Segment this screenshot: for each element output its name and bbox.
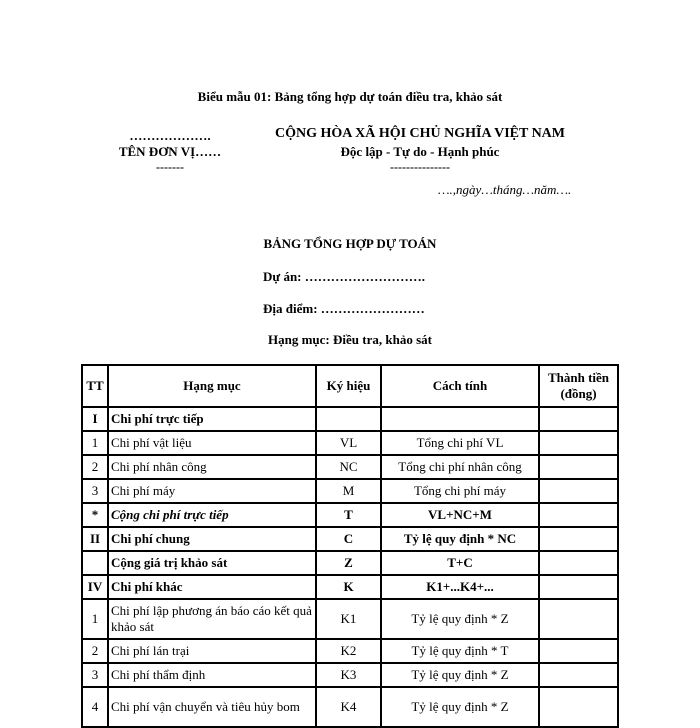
cell-calculation: Tổng chi phí máy (381, 479, 539, 503)
header-calculation: Cách tính (381, 365, 539, 407)
cell-item: Chi phí lán trại (108, 639, 316, 663)
cell-tt: * (82, 503, 108, 527)
cell-calculation: K1+...K4+... (381, 575, 539, 599)
cell-item: Cộng giá trị khảo sát (108, 551, 316, 575)
cell-tt: 2 (82, 639, 108, 663)
cell-symbol: K1 (316, 599, 381, 639)
category-line: Hạng mục: Điều tra, khảo sát (268, 332, 432, 347)
cell-calculation: Tỷ lệ quy định * NC (381, 527, 539, 551)
cell-item: Chi phí trực tiếp (108, 407, 316, 431)
nation-heading: CỘNG HÒA XÃ HỘI CHỦ NGHĨA VIỆT NAM (274, 126, 565, 141)
cell-symbol: NC (316, 455, 381, 479)
cell-symbol (316, 407, 381, 431)
table-row (82, 663, 618, 687)
cell-symbol: K4 (316, 687, 381, 727)
cell-item: Chi phí chung (108, 527, 316, 551)
table-row (82, 575, 618, 599)
cell-tt: IV (82, 575, 108, 599)
cell-amount (539, 479, 618, 503)
cell-calculation: Tỷ lệ quy định * Z (381, 599, 539, 639)
header-symbol: Ký hiệu (316, 365, 381, 407)
cell-amount (539, 455, 618, 479)
table-row (82, 431, 618, 455)
cell-tt: 3 (82, 663, 108, 687)
table-row (82, 687, 618, 727)
cell-calculation: Tỷ lệ quy định * T (381, 639, 539, 663)
table-row (82, 479, 618, 503)
cell-amount (539, 407, 618, 431)
cell-symbol: Z (316, 551, 381, 575)
location-line: Địa điểm: …………………… (263, 301, 425, 316)
cell-symbol: K (316, 575, 381, 599)
cell-item: Chi phí vận chuyển và tiêu hủy bom (108, 687, 316, 727)
cell-symbol: M (316, 479, 381, 503)
motto-divider: --------------- (390, 160, 450, 174)
cell-tt: 4 (82, 687, 108, 727)
cell-item: Chi phí máy (108, 479, 316, 503)
cell-symbol: C (316, 527, 381, 551)
unit-divider: ------- (156, 160, 184, 174)
table-row (82, 599, 618, 639)
estimate-table (81, 364, 619, 728)
unit-name: TÊN ĐƠN VỊ…… (118, 144, 222, 159)
table-header-row (82, 365, 618, 407)
cell-calculation: Tổng chi phí nhân công (381, 455, 539, 479)
cell-calculation: VL+NC+M (381, 503, 539, 527)
cell-amount (539, 551, 618, 575)
cell-amount (539, 639, 618, 663)
cell-tt: 3 (82, 479, 108, 503)
project-line: Dự án: ………………………. (263, 269, 425, 284)
cell-amount (539, 599, 618, 639)
cell-amount (539, 687, 618, 727)
cell-amount (539, 527, 618, 551)
cell-item: Chi phí khác (108, 575, 316, 599)
cell-item: Chi phí vật liệu (108, 431, 316, 455)
cell-tt: 1 (82, 599, 108, 639)
cell-tt: 2 (82, 455, 108, 479)
cell-tt: 1 (82, 431, 108, 455)
cell-item: Chi phí nhân công (108, 455, 316, 479)
cell-calculation: Tổng chi phí VL (381, 431, 539, 455)
cell-calculation: T+C (381, 551, 539, 575)
cell-symbol: T (316, 503, 381, 527)
cell-amount (539, 431, 618, 455)
header-tt: TT (82, 365, 108, 407)
table-row (82, 527, 618, 551)
cell-tt (82, 551, 108, 575)
cell-tt: II (82, 527, 108, 551)
cell-amount (539, 503, 618, 527)
cell-item: Cộng chi phí trực tiếp (108, 503, 316, 527)
table-row (82, 551, 618, 575)
cell-symbol: K2 (316, 639, 381, 663)
table-row (82, 455, 618, 479)
cell-calculation: Tỷ lệ quy định * Z (381, 687, 539, 727)
cell-item: Chi phí lập phương án báo cáo kết quả khảo sát (108, 599, 316, 639)
motto: Độc lập - Tự do - Hạnh phúc (340, 144, 500, 159)
table-row (82, 407, 618, 431)
cell-item: Chi phí thẩm định (108, 663, 316, 687)
form-caption: Biểu mẫu 01: Bảng tổng hợp dự toán điều tra, khảo sát (197, 89, 503, 104)
document-title: BẢNG TỔNG HỢP DỰ TOÁN (263, 236, 437, 251)
cell-calculation (381, 407, 539, 431)
cell-tt: I (82, 407, 108, 431)
cell-amount (539, 663, 618, 687)
cell-symbol: K3 (316, 663, 381, 687)
cell-calculation: Tỷ lệ quy định * Z (381, 663, 539, 687)
table-row (82, 639, 618, 663)
header-amount: Thành tiền (đồng) (539, 365, 618, 407)
unit-dots: ………………. (129, 128, 211, 143)
cell-amount (539, 575, 618, 599)
cell-symbol: VL (316, 431, 381, 455)
header-item: Hạng mục (108, 365, 316, 407)
table-row (82, 503, 618, 527)
date-line: ….,ngày…tháng…năm…. (438, 182, 572, 197)
